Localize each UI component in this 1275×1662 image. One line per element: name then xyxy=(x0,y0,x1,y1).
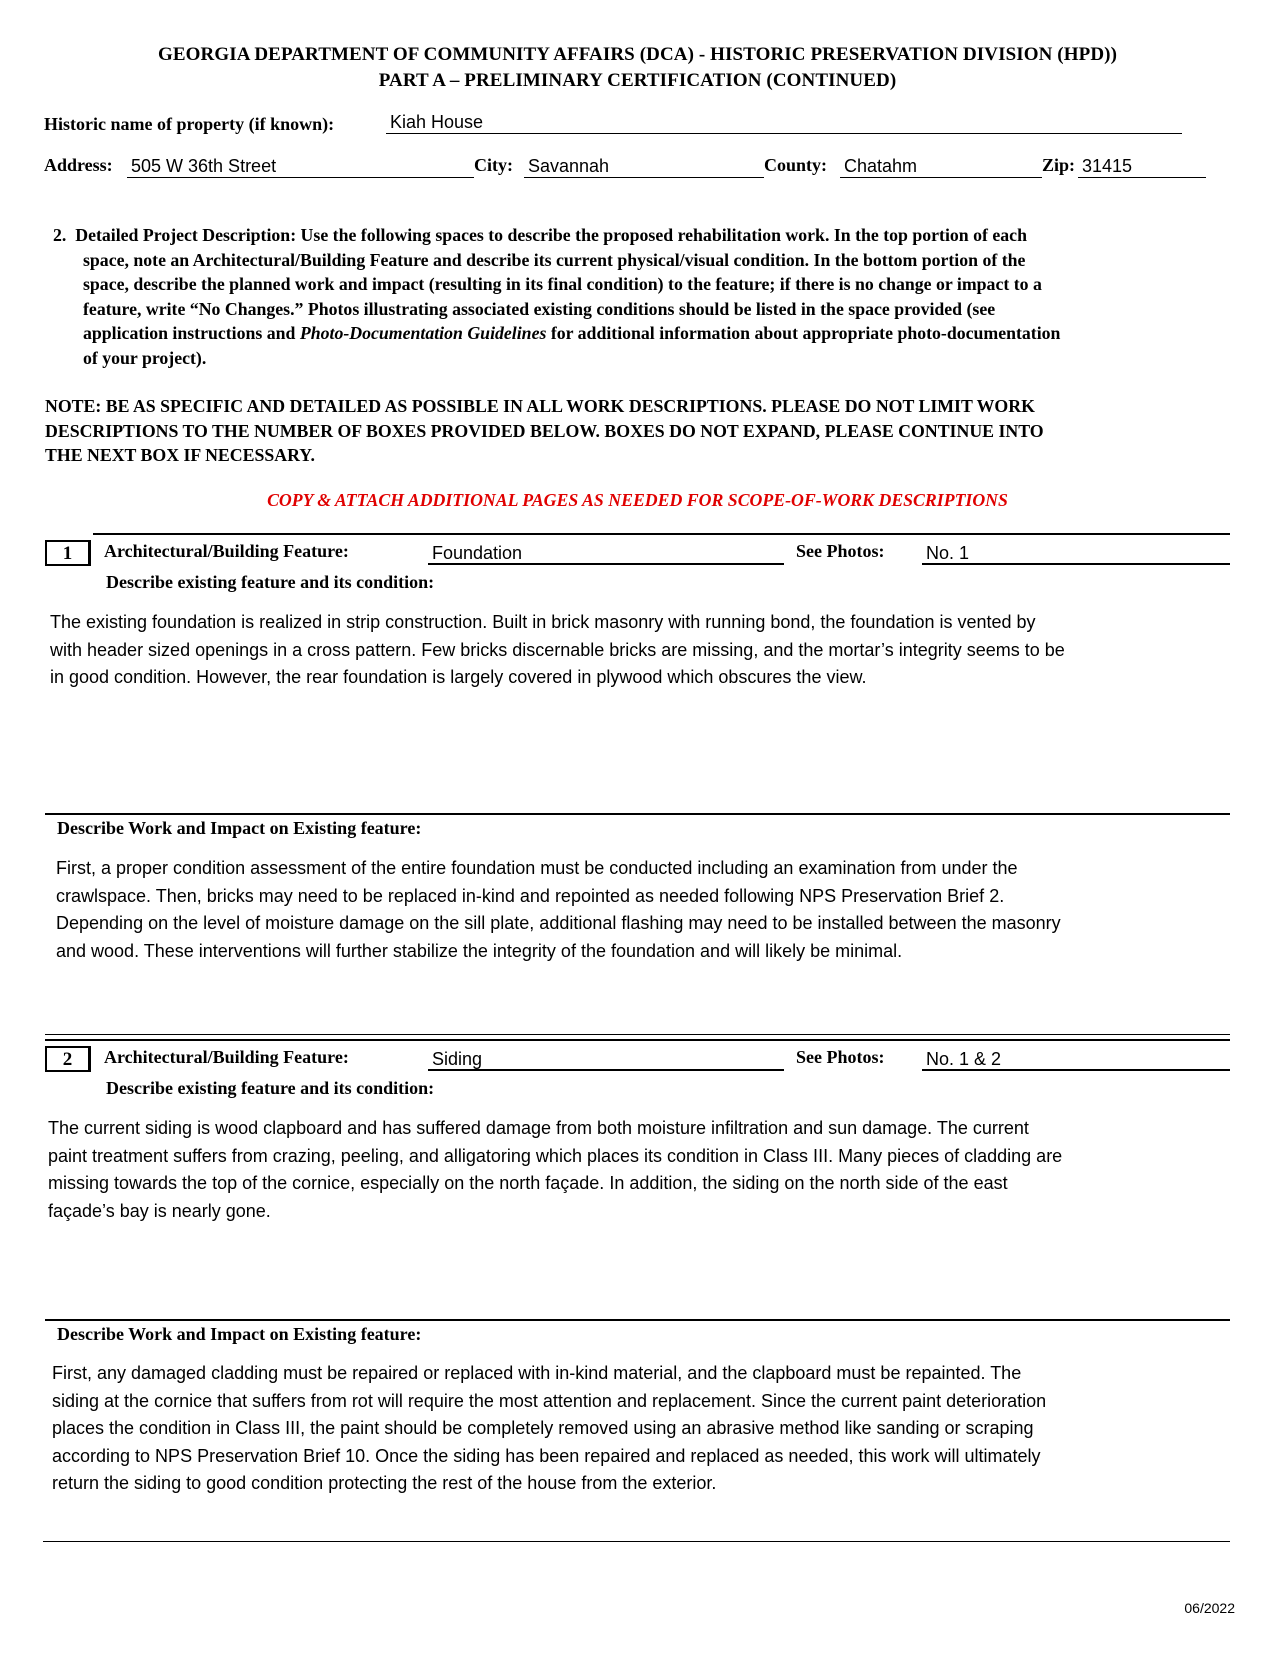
feature-1-photos-field[interactable]: No. 1 xyxy=(922,541,1230,565)
zip-field[interactable]: 31415 xyxy=(1078,154,1206,178)
photo-guidelines-reference: Photo-Documentation Guidelines xyxy=(299,323,547,343)
feature-1-existing-line-3: in good condition. However, the rear foundation is largely covered in plywood which obscures the view. xyxy=(50,667,867,687)
instructions-line-6: of your project). xyxy=(83,347,207,368)
instructions-line-5: application instructions and Photo-Documentation Guidelines for additional information about appropriate photo-documentation xyxy=(83,323,1061,343)
instructions-line-3: space, describe the planned work and impact (resulting in its final condition) to the feature; if there is no change or impact to a xyxy=(83,274,1042,294)
feature-2-work-rule xyxy=(45,1319,1230,1321)
section-divider-top xyxy=(45,1034,1230,1035)
feature-2-work-line-4: according to NPS Preservation Brief 10. Once the siding has been repaired and replaced as needed, this work will ultimately xyxy=(52,1445,1041,1466)
copy-attach-notice: COPY & ATTACH ADDITIONAL PAGES AS NEEDED FOR SCOPE-OF-WORK DESCRIPTIONS xyxy=(267,490,1008,510)
note-line-3: THE NEXT BOX IF NECESSARY. xyxy=(45,445,315,465)
feature-2-label: Architectural/Building Feature: xyxy=(104,1047,349,1067)
feature-2-photos-label: See Photos: xyxy=(796,1047,885,1067)
feature-2-existing-text[interactable] xyxy=(48,1115,1238,1225)
feature-2-photos-field[interactable]: No. 1 & 2 xyxy=(922,1047,1230,1071)
form-part-title: PART A – PRELIMINARY CERTIFICATION (CONTINUED) xyxy=(378,70,897,91)
feature-1-work-line-4: and wood. These interventions will further stabilize the integrity of the foundation and will likely be minimal. xyxy=(56,940,903,961)
historic-name-label: Historic name of property (if known): xyxy=(44,114,335,134)
address-field[interactable]: 505 W 36th Street xyxy=(127,154,474,178)
feature-2-existing-line-1: The current siding is wood clapboard and has suffered damage from both moisture infiltration and sun damage. The current xyxy=(48,1118,1029,1138)
instructions-number: 2. xyxy=(53,225,67,245)
feature-1-photos-label: See Photos: xyxy=(796,541,885,561)
feature-1-existing-label: Describe existing feature and its condition: xyxy=(106,572,435,592)
instructions-line-4: feature, write “No Changes.” Photos illustrating associated existing conditions should be listed in the space provided (see xyxy=(83,298,996,319)
county-field[interactable]: Chatahm xyxy=(840,154,1042,178)
address-label: Address: xyxy=(44,155,113,175)
feature-1-label: Architectural/Building Feature: xyxy=(104,541,349,561)
form-revision-date: 06/2022 xyxy=(1184,1600,1235,1616)
feature-1-number: 1 xyxy=(45,540,91,566)
feature-1-existing-line-2: with header sized openings in a cross pattern. Few bricks discernable bricks are missing, and the mortar’s integrity seems to be xyxy=(50,639,1065,660)
feature-2-work-line-3: places the condition in Class III, the paint should be completely removed using an abrasive method like sanding or scraping xyxy=(52,1418,1034,1438)
note-block xyxy=(45,394,1240,468)
feature-2-existing-label: Describe existing feature and its condition: xyxy=(106,1078,435,1098)
note-line-1: NOTE: BE AS SPECIFIC AND DETAILED AS POSSIBLE IN ALL WORK DESCRIPTIONS. PLEASE DO NOT LIMIT WORK xyxy=(45,396,1035,416)
feature-1-work-line-1: First, a proper condition assessment of the entire foundation must be conducted including an examination from under the xyxy=(56,858,1018,878)
feature-1-top-rule xyxy=(93,533,1230,535)
zip-label: Zip: xyxy=(1042,155,1076,175)
note-line-2: DESCRIPTIONS TO THE NUMBER OF BOXES PROVIDED BELOW. BOXES DO NOT EXPAND, PLEASE CONTINUE INTO xyxy=(45,420,1044,441)
form-agency-title: GEORGIA DEPARTMENT OF COMMUNITY AFFAIRS (DCA) - HISTORIC PRESERVATION DIVISION (HPD)) xyxy=(158,44,1117,65)
county-label: County: xyxy=(764,155,828,175)
feature-2-work-line-5: return the siding to good condition protecting the rest of the house from the exterior. xyxy=(52,1473,717,1493)
feature-2-work-line-2: siding at the cornice that suffers from rot will require the most attention and replacement. Since the current paint deterioration xyxy=(52,1390,1047,1411)
section-divider-bottom xyxy=(45,1039,1230,1041)
feature-2-existing-line-4: façade’s bay is nearly gone. xyxy=(48,1200,271,1221)
feature-1-work-label: Describe Work and Impact on Existing feature: xyxy=(57,818,422,838)
feature-1-existing-text[interactable] xyxy=(50,609,1240,692)
project-description-instructions xyxy=(53,223,1243,370)
feature-2-existing-line-2: paint treatment suffers from crazing, peeling, and alligatoring which places its condition in Class III. Many pieces of cladding are xyxy=(48,1145,1063,1166)
instructions-line-1: 2. Detailed Project Description: Use the following spaces to describe the proposed rehabilitation work. In the top portion of each xyxy=(53,225,1027,245)
feature-1-work-rule xyxy=(45,813,1230,815)
instructions-line-2: space, note an Architectural/Building Feature and describe its current physical/visual condition. In the bottom portion of the xyxy=(83,249,1026,270)
feature-2-work-line-1: First, any damaged cladding must be repaired or replaced with in-kind material, and the clapboard must be repainted. The xyxy=(52,1363,1022,1383)
feature-1-existing-line-1: The existing foundation is realized in strip construction. Built in brick masonry with running bond, the foundation is vented by xyxy=(50,612,1036,632)
feature-1-name-field[interactable]: Foundation xyxy=(428,541,784,565)
feature-2-existing-line-3: missing towards the top of the cornice, especially on the north façade. In addition, the siding on the north side of the east xyxy=(48,1173,1008,1193)
feature-1-work-line-3: Depending on the level of moisture damage on the sill plate, additional flashing may need to be installed between the masonry xyxy=(56,913,1061,933)
feature-2-name-field[interactable]: Siding xyxy=(428,1047,784,1071)
feature-2-work-label: Describe Work and Impact on Existing feature: xyxy=(57,1324,422,1344)
city-label: City: xyxy=(474,155,513,175)
feature-1-work-line-2: crawlspace. Then, bricks may need to be replaced in-kind and repointed as needed following NPS Preservation Brief 2. xyxy=(56,885,1005,906)
feature-2-number: 2 xyxy=(45,1046,91,1072)
feature-2-work-text[interactable] xyxy=(52,1360,1242,1498)
city-field[interactable]: Savannah xyxy=(524,154,764,178)
historic-name-field[interactable]: Kiah House xyxy=(386,110,1182,134)
page-bottom-rule xyxy=(43,1541,1230,1542)
feature-1-work-text[interactable] xyxy=(56,855,1246,965)
